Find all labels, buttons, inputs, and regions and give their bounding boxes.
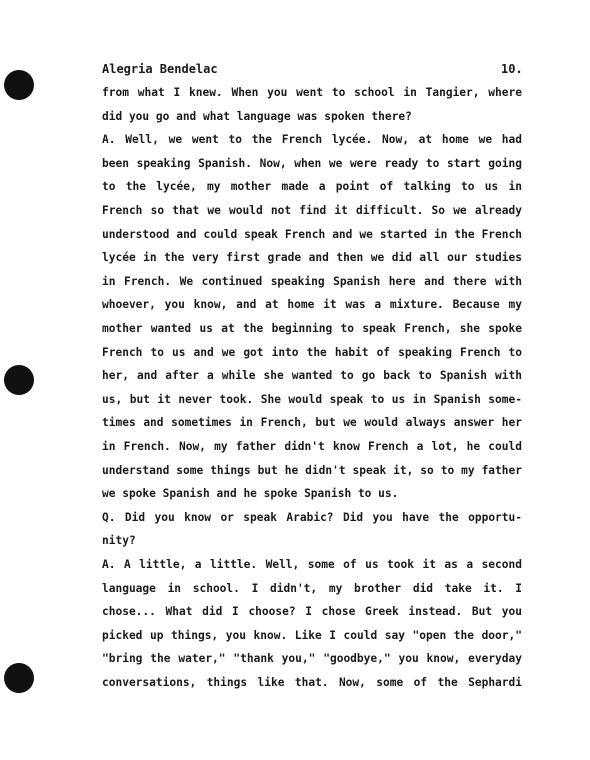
transcript-line: nity? xyxy=(102,534,136,548)
transcript-line: Q. Did you know or speak Arabic? Did you have the opportu- xyxy=(102,510,522,524)
transcript-line: to the lycée, my mother made a point of talking to us in xyxy=(102,180,522,194)
binder-hole xyxy=(4,663,34,693)
transcript-line: in French. We continued speaking Spanish here and there with xyxy=(102,274,522,288)
transcript-line: mother wanted us at the beginning to speak French, she spoke xyxy=(102,322,522,335)
transcript-line: understand some things but he didn't speak it, so to my father xyxy=(102,463,522,477)
transcript-line: conversations, things like that. Now, some of the Sephardi xyxy=(102,676,522,689)
transcript-line: been speaking Spanish. Now, when we were ready to start going xyxy=(102,156,522,170)
transcript-line: French so that we would not find it difficult. So we already xyxy=(102,204,522,217)
transcript-line: understood and could speak French and we started in the French xyxy=(102,227,522,241)
binder-hole xyxy=(4,365,34,395)
transcript-line: A. Well, we went to the French lycée. Now, at home we had xyxy=(102,133,522,147)
transcript-line: her, and after a while she wanted to go back to Spanish with xyxy=(102,369,522,383)
transcript-line: A. A little, a little. Well, some of us took it as a second xyxy=(102,558,522,571)
transcript-line: French to us and we got into the habit of speaking French to xyxy=(102,345,522,359)
transcript-line: from what I knew. When you went to school in Tangier, where xyxy=(102,86,522,99)
transcript-line: we spoke Spanish and he spoke Spanish to us. xyxy=(102,487,399,501)
transcript-line: language in school. I didn't, my brother did take it. I xyxy=(102,581,522,595)
transcript-line: picked up things, you know. Like I could say "open the door," xyxy=(102,628,522,642)
transcript-line: lycée in the very first grade and then we did all our studies xyxy=(102,251,522,265)
transcript-line: "bring the water," "thank you," "goodbye," you know, everyday xyxy=(102,652,522,666)
transcript-line: us, but it never took. She would speak to us in Spanish some- xyxy=(102,392,522,406)
transcript-line: in French. Now, my father didn't know French a lot, he could xyxy=(102,440,522,453)
transcript-line: whoever, you know, and at home it was a mixture. Because my xyxy=(102,298,522,312)
transcript-line: times and sometimes in French, but we would always answer her xyxy=(102,416,522,430)
binder-hole xyxy=(4,70,34,100)
page-number: 10. xyxy=(501,62,523,76)
transcript-line: chose... What did I choose? I chose Greek instead. But you xyxy=(102,605,522,619)
interviewee-name: Alegria Bendelac xyxy=(102,62,218,76)
transcript-line: did you go and what language was spoken there? xyxy=(102,109,412,123)
